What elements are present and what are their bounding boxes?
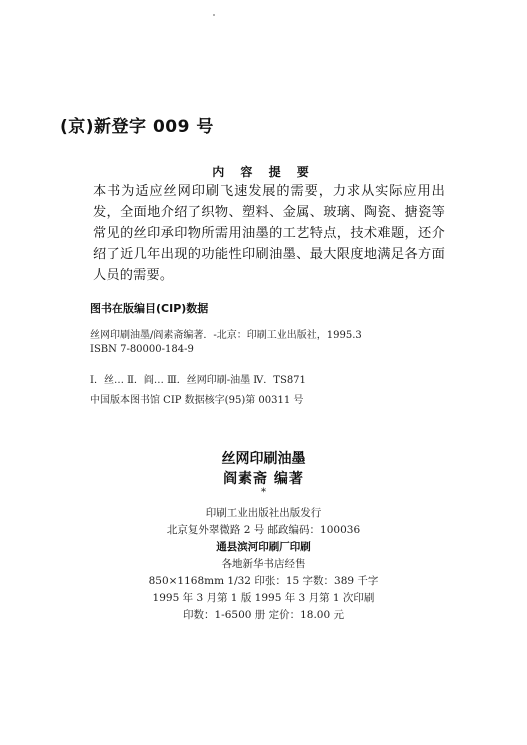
cip-line-record: 中国版本图书馆 CIP 数据核字(95)第 00311 号 (90, 395, 304, 406)
cip-line-isbn: ISBN 7-80000-184-9 (90, 344, 194, 355)
book-title: 丝网印刷油墨 (221, 451, 306, 467)
address-line: 北京复外翠微路 2 号 邮政编码：100036 (166, 524, 361, 536)
edition-line: 1995 年 3 月第 1 版 1995 年 3 月第 1 次印刷 (152, 592, 375, 604)
format-line: 850×1168mm 1/32 印张：15 字数：389 千字 (148, 575, 379, 587)
cip-line-title: 丝网印刷油墨/阎素斋编著．-北京：印刷工业出版社，1995.3 (90, 330, 362, 341)
cip-heading: 图书在版编目(CIP)数据 (90, 302, 209, 315)
cip-line-classification: Ⅰ．丝… Ⅱ．阎… Ⅲ．丝网印刷-油墨 Ⅳ．TS871 (90, 375, 306, 386)
abstract-title: 内 容 提 要 (212, 165, 315, 179)
book-author: 阎素斋 编著 (223, 471, 304, 487)
abstract-body: 本书为适应丝网印刷飞速发展的需要，力求从实际应用出发，全面地介绍了织物、塑料、金属、玻璃、陶瓷、搪瓷等常见的丝印承印物所需用油墨的工艺特点，技术难题，还介绍了近几年出现的功能性印刷油墨、最大限度地满足各方面人员的需要。 (93, 184, 445, 283)
distributor-line: 各地新华书店经售 (221, 558, 306, 570)
separator-star: * (261, 487, 266, 498)
price-line: 印数：1-6500 册 定价：18.00 元 (182, 609, 345, 621)
publisher-line: 印刷工业出版社出版发行 (205, 507, 322, 519)
printer-line: 通县滨河印刷厂印刷 (216, 541, 311, 553)
registration-number: (京)新登字 009 号 (60, 117, 214, 137)
speck (213, 14, 215, 16)
